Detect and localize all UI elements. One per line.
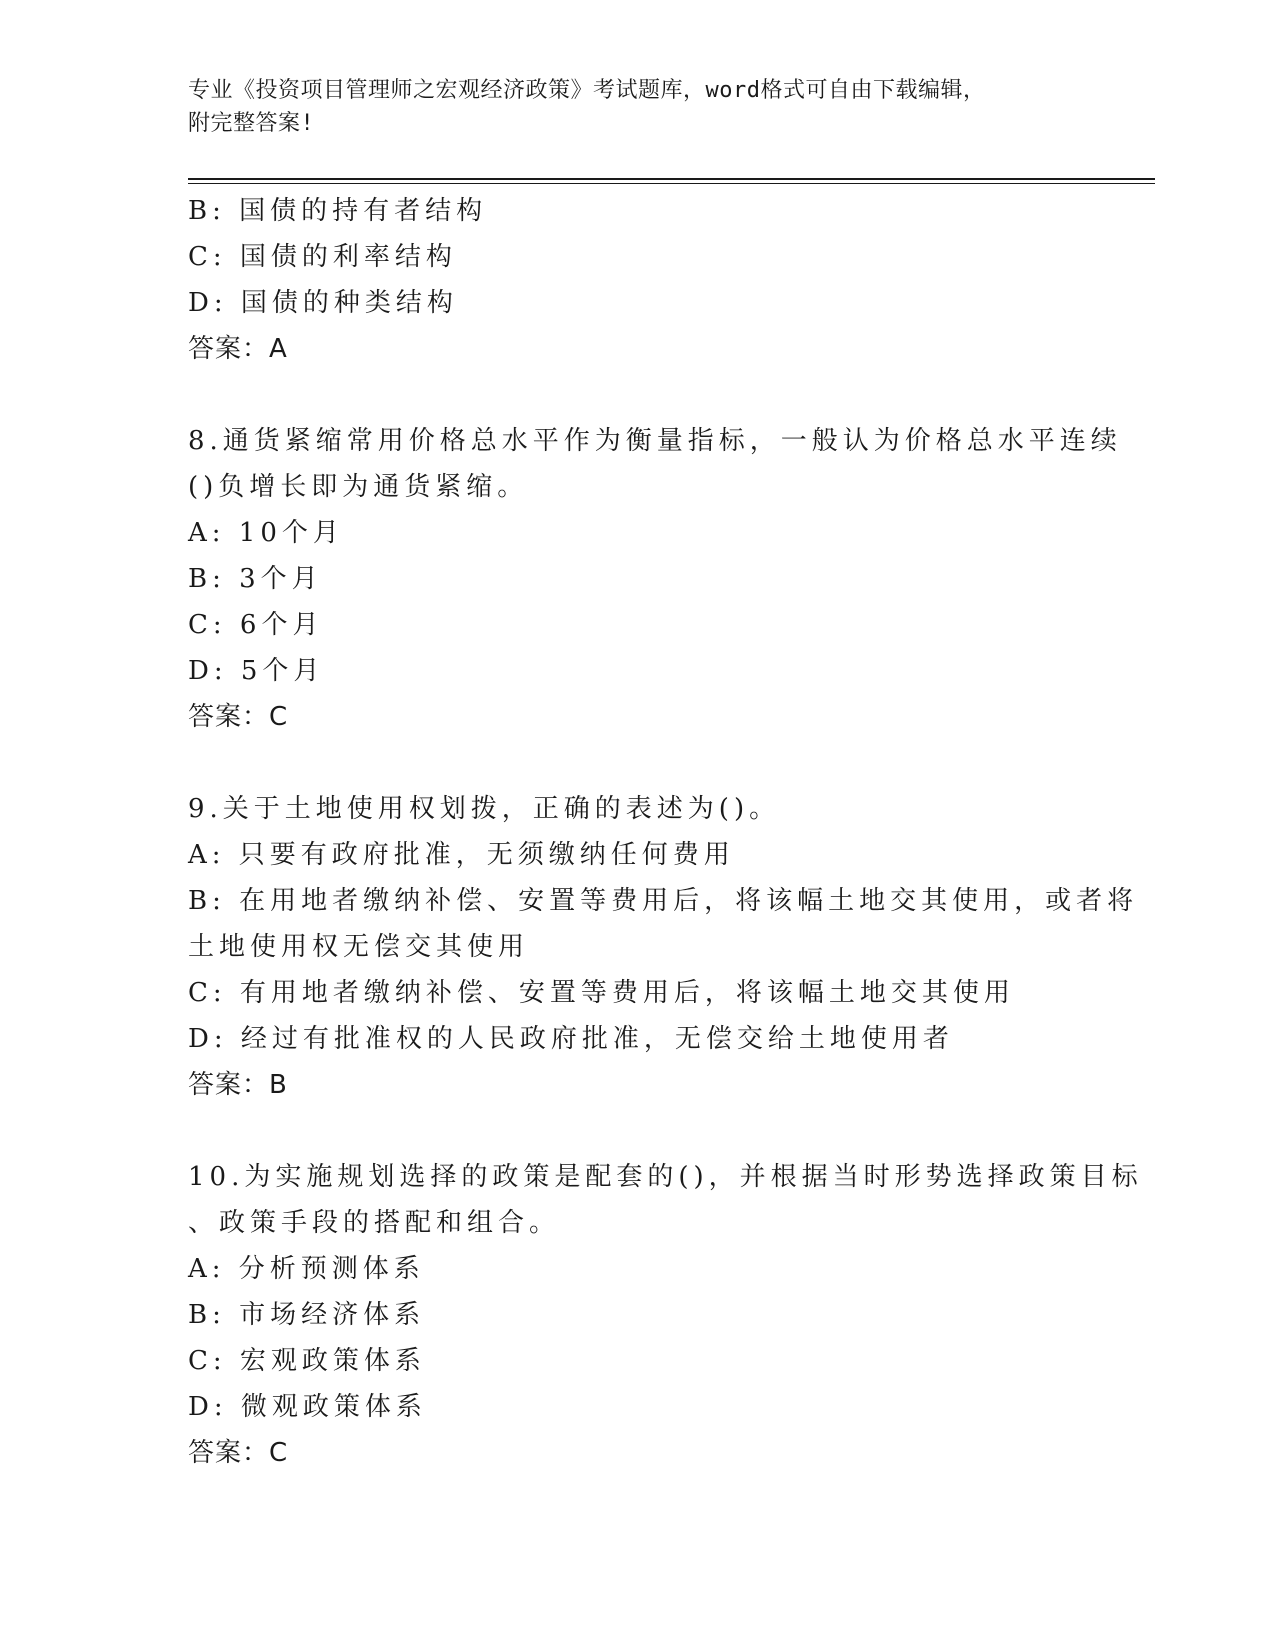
- question-stem-line: 、政策手段的搭配和组合。: [188, 1208, 561, 1238]
- option-b: B: 市场经济体系: [188, 1300, 426, 1330]
- option-d: D: 微观政策体系: [188, 1392, 427, 1422]
- question-continued: [188, 188, 1088, 372]
- option-a: A: 10个月: [188, 518, 344, 548]
- option-d: D: 经过有批准权的人民政府批准，无偿交给土地使用者: [188, 1024, 954, 1054]
- header-line-2: 附完整答案!: [188, 111, 315, 136]
- option-b: B: 国债的持有者结构: [188, 196, 488, 226]
- question-stem-line: ()负增长即为通货紧缩。: [188, 472, 529, 502]
- option-b-continued: 土地使用权无偿交其使用: [188, 932, 530, 962]
- option-c: C: 国债的利率结构: [188, 242, 457, 272]
- header-line-1: 专业《投资项目管理师之宏观经济政策》考试题库，word格式可自由下载编辑，: [188, 78, 986, 103]
- option-c: C: 宏观政策体系: [188, 1346, 426, 1376]
- header-divider-thick: [188, 178, 1155, 180]
- question-stem-line: 10.为实施规划选择的政策是配套的()，并根据当时形势选择政策目标: [188, 1162, 1143, 1192]
- answer-line: 答案：B: [188, 1070, 288, 1100]
- option-d: D: 国债的种类结构: [188, 288, 458, 318]
- option-b: B: 在用地者缴纳补偿、安置等费用后，将该幅土地交其使用，或者将: [188, 886, 1139, 916]
- answer-line: 答案：A: [188, 334, 288, 364]
- document-header: [188, 74, 1088, 140]
- answer-line: 答案：C: [188, 702, 289, 732]
- answer-line: 答案：C: [188, 1438, 289, 1468]
- option-d: D: 5个月: [188, 656, 325, 686]
- option-a: A: 只要有政府批准，无须缴纳任何费用: [188, 840, 735, 870]
- option-b: B: 3个月: [188, 564, 323, 594]
- question-8: [188, 418, 1122, 740]
- question-10: [188, 1154, 1143, 1476]
- question-9: [188, 786, 1139, 1108]
- question-list: [188, 188, 1143, 1476]
- question-stem-line: 9.关于土地使用权划拨，正确的表述为()。: [188, 794, 781, 824]
- question-stem-line: 8.通货紧缩常用价格总水平作为衡量指标，一般认为价格总水平连续: [188, 426, 1122, 456]
- option-c: C: 6个月: [188, 610, 324, 640]
- option-a: A: 分析预测体系: [188, 1254, 425, 1284]
- header-divider-thin: [188, 183, 1155, 184]
- option-c: C: 有用地者缴纳补偿、安置等费用后，将该幅土地交其使用: [188, 978, 1015, 1008]
